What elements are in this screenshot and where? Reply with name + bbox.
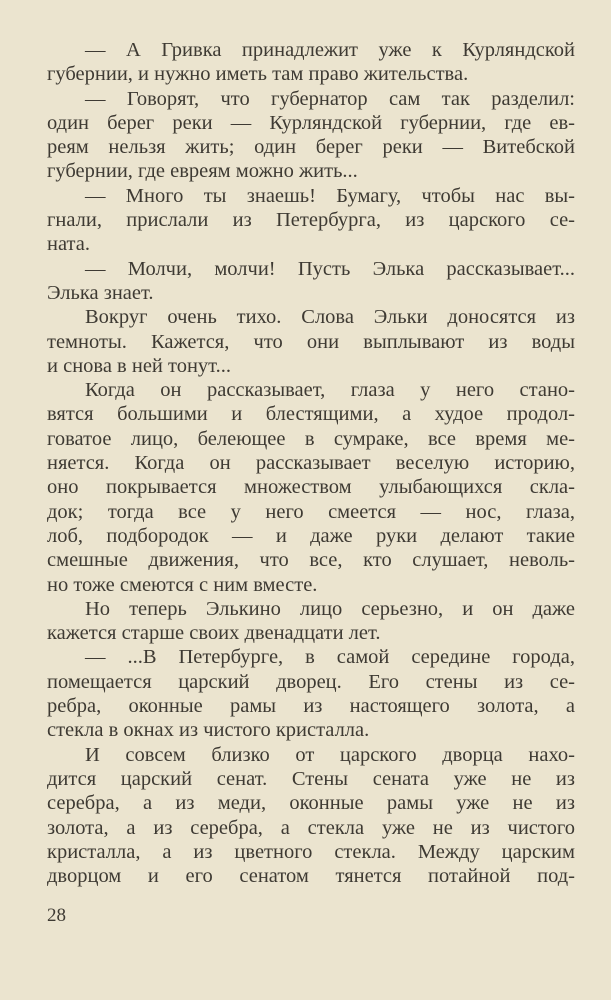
text-line: говатое лицо, белеющее в сумраке, все время ме- <box>47 427 575 450</box>
text-line: губернии, где евреям можно жить... <box>47 160 358 183</box>
text-line: но тоже смеются с ним вместе. <box>47 573 318 596</box>
text-line: — Молчи, молчи! Пусть Элька рассказывает... <box>85 257 575 280</box>
text-line: темноты. Кажется, что они выплывают из воды <box>47 330 575 353</box>
text-line: ната. <box>47 233 90 256</box>
text-line: губернии, и нужно иметь там право жительства. <box>47 63 469 86</box>
text-line: — А Гривка принадлежит уже к Курляндской <box>85 39 575 61</box>
text-line: Когда он рассказывает, глаза у него стано- <box>85 379 575 402</box>
text-line: — Говорят, что губернатор сам так разделил: <box>85 87 575 110</box>
text-line: лоб, подбородок — и даже руки делают такие <box>47 524 575 547</box>
text-line: няется. Когда он рассказывает веселую историю, <box>47 452 575 475</box>
text-line: смешные движения, что все, кто слушает, неволь- <box>47 549 575 572</box>
text-line: дится царский сенат. Стены сената уже не из <box>47 767 575 790</box>
text-line: И совсем близко от царского дворца нахо- <box>85 743 575 766</box>
text-line: — ...В Петербурге, в самой середине города, <box>85 646 575 669</box>
text-line: дворцом и его сенатом тянется потайной под- <box>47 865 575 888</box>
text-line: — Много ты знаешь! Бумагу, чтобы нас вы- <box>85 184 575 207</box>
text-line: Вокруг очень тихо. Слова Эльки доносятся из <box>85 306 575 329</box>
text-line: кажется старше своих двенадцати лет. <box>47 622 381 645</box>
text-line: Но теперь Элькино лицо серьезно, и он даже <box>85 597 575 620</box>
text-line: кристалла, а из цветного стекла. Между царским <box>47 840 575 863</box>
text-line: оно покрывается множеством улыбающихся скла- <box>47 476 575 499</box>
text-line: гнали, прислали из Петербурга, из царского се- <box>47 209 575 232</box>
page-number: 28 <box>47 905 66 926</box>
text-line: вятся большими и блестящими, а худое продол- <box>47 403 575 426</box>
text-line: один берег реки — Курляндской губернии, где ев- <box>47 111 575 134</box>
page-text <box>47 38 575 888</box>
text-line: и снова в ней тонут... <box>47 354 231 377</box>
text-line: золота, а из серебра, а стекла уже не из чистого <box>47 816 575 839</box>
text-line: реям нельзя жить; один берег реки — Витебской <box>47 136 575 159</box>
text-line: стекла в окнах из чистого кристалла. <box>47 719 370 742</box>
text-line: Элька знает. <box>47 281 154 304</box>
text-line: док; тогда все у него смеется — нос, глаза, <box>47 500 575 523</box>
text-line: помещается царский дворец. Его стены из се- <box>47 670 575 693</box>
text-line: серебра, а из меди, оконные рамы уже не из <box>47 792 575 815</box>
text-line: ребра, оконные рамы из настоящего золота, а <box>47 695 575 718</box>
